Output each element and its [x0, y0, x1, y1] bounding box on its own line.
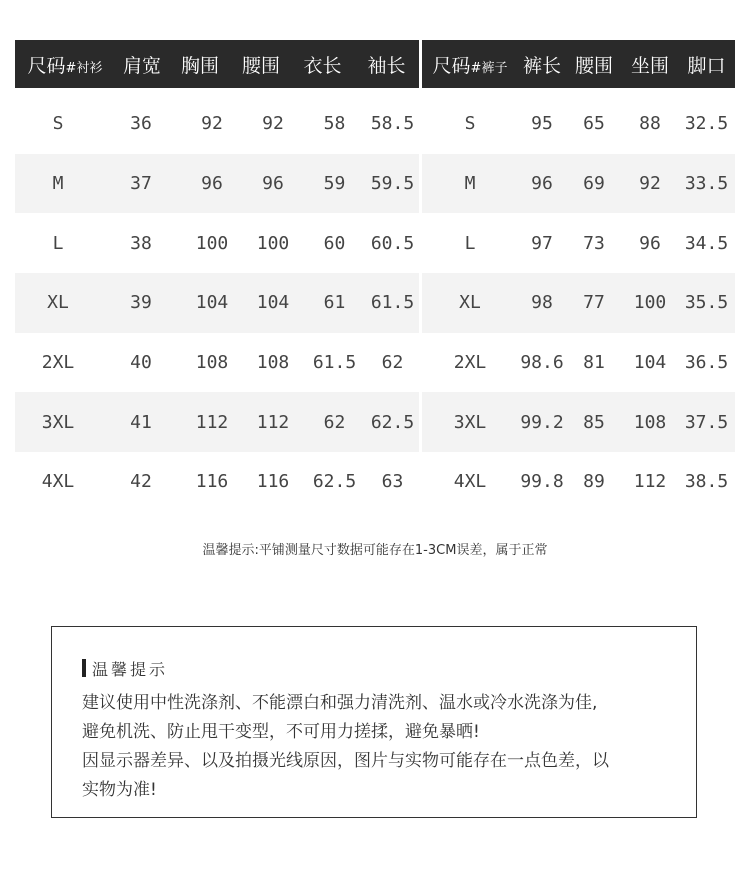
care-tip-line: 避免机洗、防止甩干变型，不可用力搓揉，避免暴晒! — [82, 722, 480, 742]
table-row: 3XL 99.2 85 108 37.5 — [422, 392, 735, 452]
shirt-rows — [15, 94, 419, 512]
table-row: S 36 92 92 58 58.5 — [52, 113, 415, 135]
table-row: XL 39 104 104 61 61.5 — [15, 273, 419, 333]
table-row: XL 98 77 100 35.5 — [422, 273, 735, 333]
shirt-header-sleeve: 袖长 — [367, 54, 406, 77]
pants-header-hip: 坐围 — [630, 54, 669, 77]
care-tip-line: 因显示器差异、以及拍摄光线原因，图片与实物可能存在一点色差，以 — [82, 751, 609, 771]
pants-header-waist: 腰围 — [574, 54, 613, 77]
care-tips-title-text: 温馨提示 — [92, 659, 169, 679]
care-tip-line: 实物为准! — [82, 780, 157, 800]
table-row: M 96 69 92 33.5 — [422, 154, 735, 214]
table-row: S 95 65 88 32.5 — [464, 113, 729, 135]
pants-header-size: 尺码#裤子 — [432, 54, 508, 77]
care-tips-body — [82, 689, 668, 805]
pants-rows — [422, 94, 735, 512]
table-row: 2XL 40 108 108 61.5 62 — [41, 352, 404, 374]
shirt-header-shoulder: 肩宽 — [122, 54, 161, 77]
pants-size-table — [422, 40, 735, 512]
shirt-header-waist: 腰围 — [241, 54, 280, 77]
pants-header-row — [422, 40, 735, 88]
table-row: 3XL 41 112 112 62 62.5 — [15, 392, 419, 452]
table-row: 4XL 42 116 116 62.5 63 — [41, 471, 404, 493]
shirt-size-table — [15, 40, 419, 512]
title-bar-icon — [82, 659, 86, 677]
table-row: L 97 73 96 34.5 — [464, 232, 729, 254]
table-row: L 38 100 100 60 60.5 — [52, 232, 415, 254]
measurement-note: 温馨提示:平铺测量尺寸数据可能存在1-3CM误差，属于正常 — [202, 543, 548, 558]
shirt-header-chest: 胸围 — [180, 54, 219, 77]
care-tips-box — [51, 626, 697, 818]
table-row: M 37 96 96 59 59.5 — [15, 154, 419, 214]
shirt-header-row — [15, 40, 419, 88]
shirt-header-size: 尺码#衬衫 — [27, 54, 103, 77]
table-row: 2XL 98.6 81 104 36.5 — [453, 352, 729, 374]
table-row: 4XL 99.8 89 112 38.5 — [453, 471, 729, 493]
pants-header-leg-opening: 脚口 — [687, 54, 726, 77]
pants-header-length: 裤长 — [522, 54, 561, 77]
size-tables — [15, 40, 735, 512]
shirt-header-length: 衣长 — [303, 54, 342, 77]
care-tip-line: 建议使用中性洗涤剂、不能漂白和强力清洗剂、温水或冷水洗涤为佳, — [82, 693, 598, 713]
care-tips-title — [82, 657, 668, 679]
